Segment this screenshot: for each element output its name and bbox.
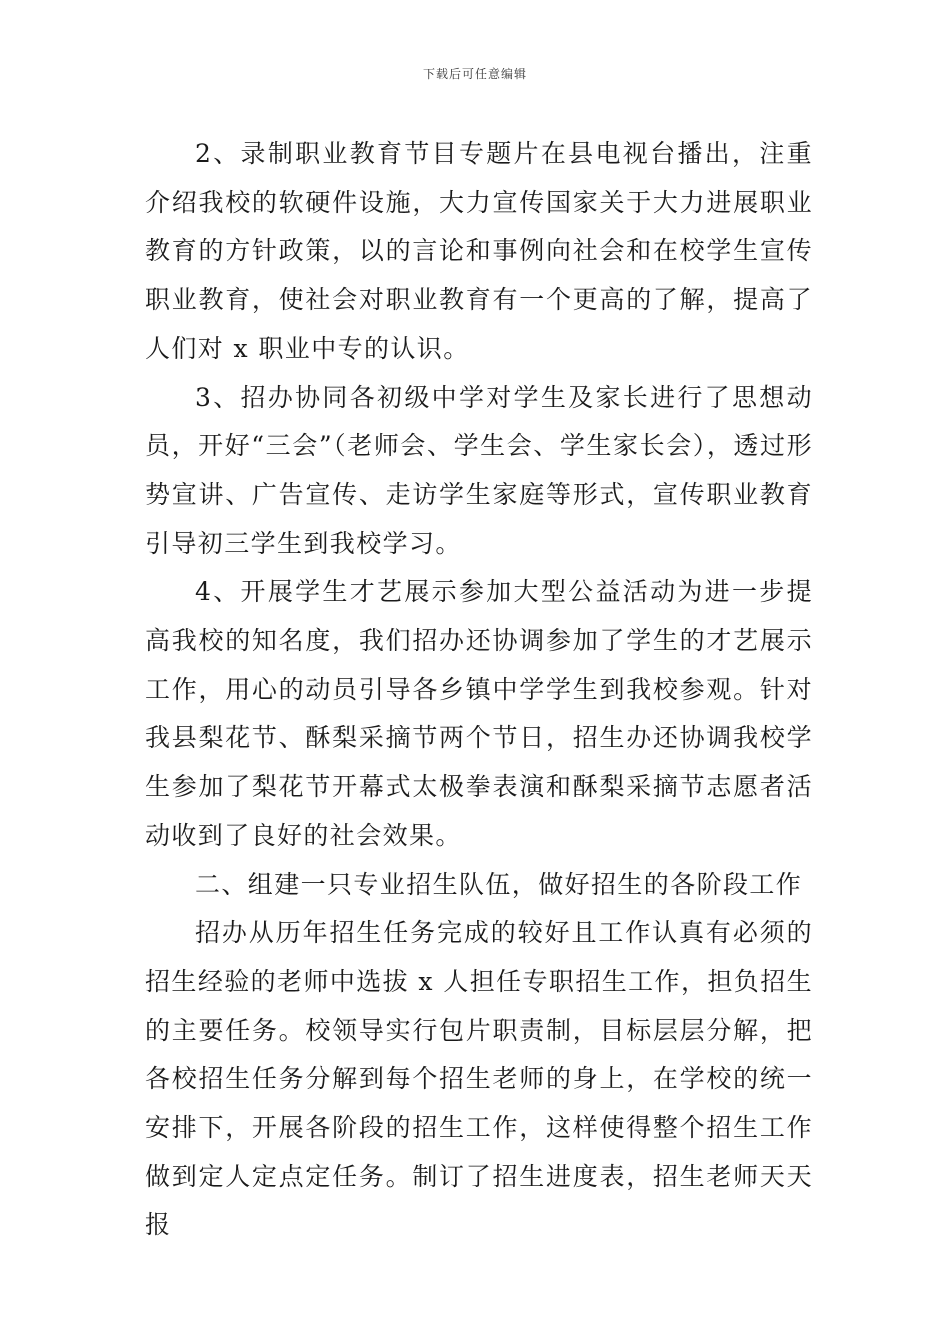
page-header-note: 下载后可任意编辑	[422, 67, 527, 81]
paragraph-item-4: 4、开展学生才艺展示参加大型公益活动为进一步提高我校的知名度，我们招办还协调参加了学生的才艺展示工作，用心的动员引导各乡镇中学学生到我校参观。针对我县梨花节、酥梨采摘节两个节日，招生办还协调我校学生参加了梨花节开幕式太极拳表演和酥梨采摘节志愿者活动收到了良好的社会效果。	[145, 577, 813, 850]
paragraph-item-3: 3、招办协同各初级中学对学生及家长进行了思想动员，开好“三会”（老师会、学生会、学生家长会），透过形势宣讲、广告宣传、走访学生家庭等形式，宣传职业教育引导初三学生到我校学习。	[145, 382, 813, 558]
section-heading-2: 二、组建一只专业招生队伍，做好招生的各阶段工作	[195, 869, 803, 899]
paragraph-recruitment-team: 招办从历年招生任务完成的较好且工作认真有必须的招生经验的老师中选拔 x 人担任专职招生工作，担负招生的主要任务。校领导实行包片职责制，目标层层分解，把各校招生任务分解到每个招生老师的身上，在学校的统一安排下，开展各阶段的招生工作，这样使得整个招生工作做到定人定点定任务。制订了招生进度表，招生老师天天报	[145, 918, 813, 1240]
document-body	[145, 130, 813, 1250]
paragraph-item-2: 2、录制职业教育节目专题片在县电视台播出，注重介绍我校的软硬件设施，大力宣传国家关于大力进展职业教育的方针政策，以的言论和事例向社会和在校学生宣传职业教育，使社会对职业教育有一个更高的了解，提高了人们对 x 职业中专的认识。	[145, 139, 813, 363]
